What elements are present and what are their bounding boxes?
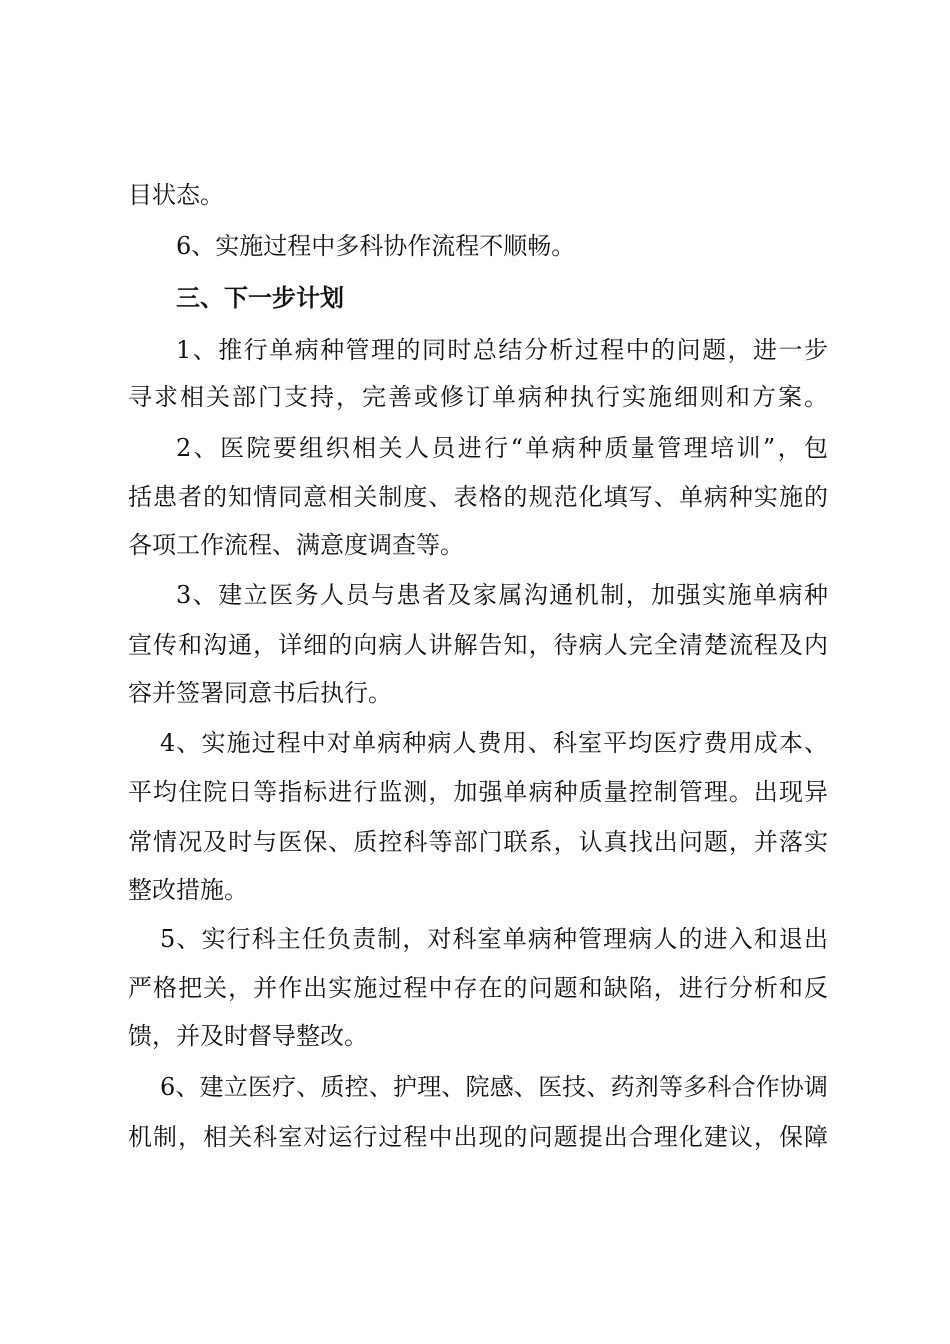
paragraph-line: 1、推行单病种管理的同时总结分析过程中的问题，进一步	[176, 336, 828, 364]
paragraph-line: 机制，相关科室对运行过程中出现的问题提出合理化建议，保障	[128, 1123, 828, 1151]
paragraph-line: 5、实行科主任负责制，对科室单病种管理病人的进入和退出	[160, 925, 828, 953]
paragraph-line: 寻求相关部门支持，完善或修订单病种执行实施细则和方案。	[128, 383, 828, 411]
section-heading: 三、下一步计划	[176, 284, 344, 312]
paragraph-line: 6、建立医疗、质控、护理、院感、医技、药剂等多科合作协调	[160, 1073, 828, 1101]
paragraph-line: 平均住院日等指标进行监测，加强单病种质量控制管理。出现异	[128, 778, 828, 806]
paragraph-line: 2、医院要组织相关人员进行“单病种质量管理培训”，包	[176, 434, 828, 462]
paragraph-line: 括患者的知情同意相关制度、表格的规范化填写、单病种实施的	[128, 483, 828, 511]
paragraph-line: 常情况及时与医保、质控科等部门联系，认真找出问题，并落实	[128, 828, 828, 856]
paragraph-line: 容并签署同意书后执行。	[128, 679, 392, 707]
paragraph-line: 馈，并及时督导整改。	[128, 1022, 368, 1050]
paragraph-line: 目状态。	[128, 181, 224, 209]
paragraph-line: 6、实施过程中多科协作流程不顺畅。	[176, 232, 576, 260]
paragraph-line: 4、实施过程中对单病种病人费用、科室平均医疗费用成本、	[160, 729, 828, 757]
paragraph-line: 宣传和沟通，详细的向病人讲解告知，待病人完全清楚流程及内	[128, 631, 828, 659]
paragraph-line: 3、建立医务人员与患者及家属沟通机制，加强实施单病种	[176, 581, 828, 609]
paragraph-line: 整改措施。	[128, 876, 248, 904]
paragraph-line: 严格把关，并作出实施过程中存在的问题和缺陷，进行分析和反	[128, 974, 828, 1002]
paragraph-line: 各项工作流程、满意度调查等。	[128, 531, 464, 559]
